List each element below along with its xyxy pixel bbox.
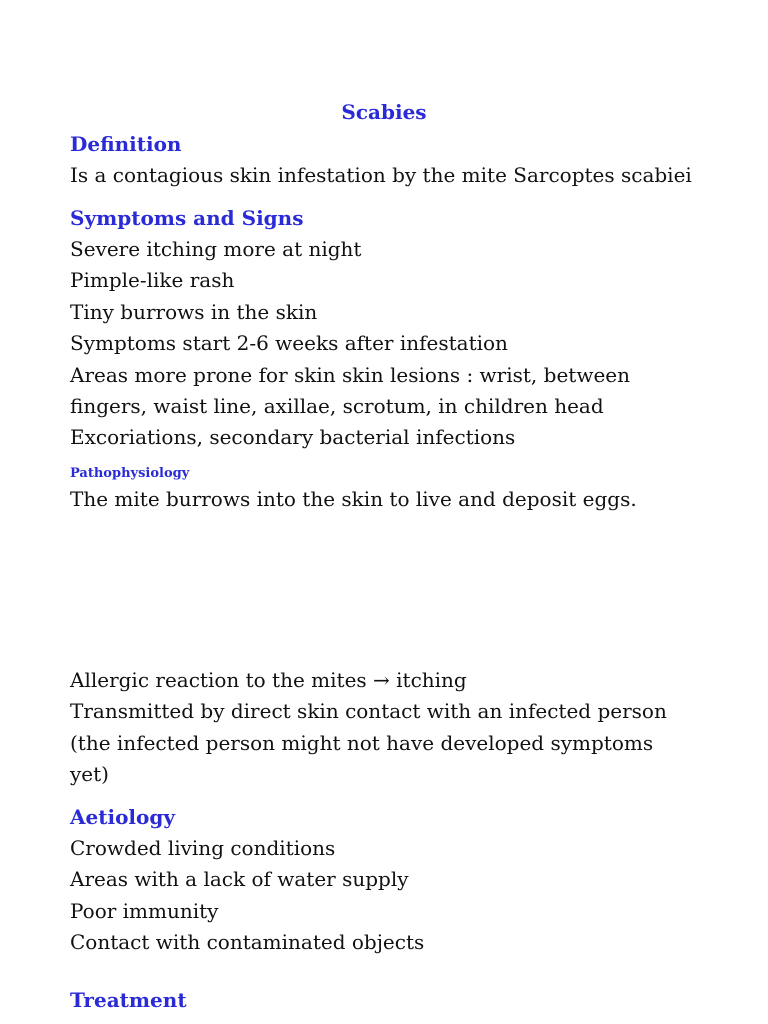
aetiology-item: Poor immunity (70, 898, 219, 923)
aetiology-item: Contact with contaminated objects (70, 930, 425, 955)
pathophysiology-line: (the infected person might not have developed symptoms (70, 730, 654, 755)
page-title: Scabies (341, 100, 427, 124)
symptom-item: Excoriations, secondary bacterial infections (70, 425, 516, 450)
pathophysiology-line: Allergic reaction to the mites → itching (70, 668, 467, 692)
symptoms-heading: Symptoms and Signs (70, 206, 304, 230)
pathophysiology-text (70, 484, 720, 515)
treatment-heading: Treatment (70, 988, 187, 1012)
aetiology-item: Areas with a lack of water supply (70, 867, 409, 892)
pathophysiology-more-text (70, 665, 720, 791)
aetiology-item: Crowded living conditions (70, 836, 336, 860)
symptom-item: Pimple-like rash (70, 268, 235, 293)
aetiology-heading: Aetiology (70, 805, 175, 829)
definition-heading: Definition (70, 132, 182, 156)
pathophysiology-line: Transmitted by direct skin contact with an infected person (70, 699, 667, 724)
pathophysiology-line: yet) (70, 762, 109, 787)
definition-line: Is a contagious skin infestation by the mite Sarcoptes scabiei (70, 163, 692, 187)
symptoms-list (70, 234, 720, 454)
pathophysiology-heading: Pathophysiology (70, 466, 190, 481)
symptom-item: Symptoms start 2-6 weeks after infestation (70, 331, 508, 356)
definition-text (70, 160, 720, 191)
symptom-item: Severe itching more at night (70, 237, 362, 261)
symptom-item: fingers, waist line, axillae, scrotum, in children head (70, 394, 604, 419)
symptom-item: Tiny burrows in the skin (70, 299, 318, 324)
aetiology-list (70, 833, 720, 959)
symptom-item: Areas more prone for skin skin lesions : wrist, between (70, 362, 630, 387)
pathophysiology-line: The mite burrows into the skin to live and deposit eggs. (70, 487, 637, 511)
